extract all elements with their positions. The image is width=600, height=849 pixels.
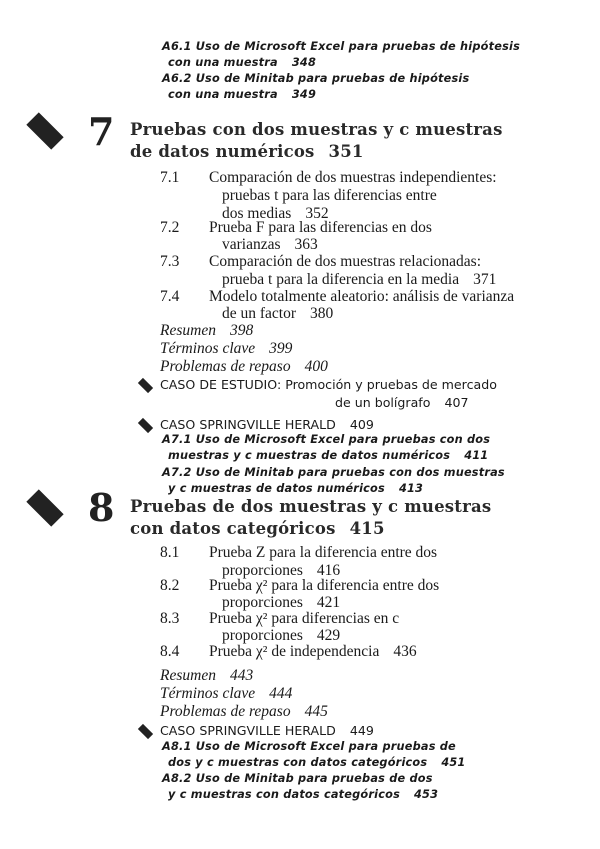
section-title: Prueba χ² para la diferencia entre dos (209, 577, 440, 594)
section-title-cont: proporciones 416 (222, 562, 341, 579)
toc-appendix-a7-1: A7.1 Uso de Microsoft Excel para pruebas con dos (162, 433, 491, 446)
chapter-title: Pruebas de dos muestras y c muestras (130, 497, 492, 516)
toc-appendix-a8-1: A8.1 Uso de Microsoft Excel para pruebas de (162, 740, 456, 753)
page-number: 416 (316, 562, 341, 579)
page-number: 380 (310, 305, 334, 322)
toc-appendix-a8-2-cont: y c muestras con datos categóricos 453 (168, 788, 439, 801)
page-number: 348 (291, 56, 317, 69)
page-number: 407 (444, 395, 469, 410)
section-title-cont: pruebas t para las diferencias entre (222, 187, 437, 204)
section-title-cont: varianzas 363 (222, 236, 318, 253)
toc-extra-problemas: Problemas de repaso 400 (160, 358, 328, 375)
section-title: Prueba Z para la diferencia entre dos (209, 544, 438, 561)
toc-extra-problemas: Problemas de repaso 445 (160, 703, 328, 720)
chapter-title-cont: con datos categóricos 415 (130, 519, 385, 538)
diamond-bullet-icon (138, 724, 153, 739)
page-number: 451 (441, 756, 466, 769)
section-title-cont: proporciones 421 (222, 594, 341, 611)
page-number: 351 (328, 142, 364, 161)
page-number: 421 (316, 594, 341, 611)
section-number: 7.1 (160, 169, 180, 186)
page-number: 444 (269, 685, 293, 702)
springville-case: CASO SPRINGVILLE HERALD 409 (160, 417, 374, 432)
diamond-bullet-icon (138, 418, 153, 433)
section-title: Modelo totalmente aleatorio: análisis de varianza (209, 288, 515, 305)
section-number: 7.4 (160, 288, 180, 305)
toc-appendix-a7-2: A7.2 Uso de Minitab para pruebas con dos muestras (162, 466, 505, 479)
toc-appendix-a7-1-cont: muestras y c muestras de datos numéricos 411 (168, 449, 489, 462)
page-number: 449 (349, 723, 374, 738)
section-title: Comparación de dos muestras relacionadas: (209, 253, 482, 270)
page-number: 443 (229, 667, 254, 684)
page-number: 445 (304, 703, 328, 720)
page-number: 413 (398, 482, 424, 495)
chapter-diamond-icon (26, 489, 63, 526)
section-number: 7.2 (160, 219, 180, 236)
toc-appendix-a6-1-cont: con una muestra 348 (168, 56, 317, 69)
page-number: 411 (464, 449, 489, 462)
section-number: 8.4 (160, 643, 180, 660)
section-number: 8.3 (160, 610, 180, 627)
page-number: 398 (229, 322, 254, 339)
section-number: 7.3 (160, 253, 180, 270)
toc-appendix-a6-2: A6.2 Uso de Minitab para pruebas de hipótesis (162, 72, 470, 85)
page-number: 371 (473, 271, 497, 288)
chapter-number: 8 (88, 485, 115, 530)
springville-case: CASO SPRINGVILLE HERALD 449 (160, 723, 374, 738)
diamond-bullet-icon (138, 378, 153, 393)
page-number: 363 (294, 236, 318, 253)
page-number: 436 (393, 643, 417, 660)
toc-extra-resumen: Resumen 443 (160, 667, 254, 684)
toc-extra-terminos: Términos clave 399 (160, 340, 293, 357)
toc-appendix-a6-2-cont: con una muestra 349 (168, 88, 317, 101)
toc-appendix-a7-2-cont: y c muestras de datos numéricos 413 (168, 482, 424, 495)
page-number: 399 (269, 340, 293, 357)
chapter-title-cont: de datos numéricos 351 (130, 142, 364, 161)
page-number: 409 (349, 417, 374, 432)
toc-appendix-a6-1: A6.1 Uso de Microsoft Excel para pruebas de hipótesis (162, 40, 520, 53)
toc-extra-resumen: Resumen 398 (160, 322, 254, 339)
section-title-cont: de un factor 380 (222, 305, 334, 322)
section-title: Prueba χ² de independencia 436 (209, 643, 417, 660)
page-number: 415 (349, 519, 385, 538)
section-title-cont: dos medias 352 (222, 205, 329, 222)
section-title: Comparación de dos muestras independientes: (209, 169, 497, 186)
page-number: 429 (316, 627, 341, 644)
section-title: Prueba χ² para diferencias en c (209, 610, 400, 627)
section-number: 8.1 (160, 544, 180, 561)
chapter-title: Pruebas con dos muestras y c muestras (130, 120, 503, 139)
case-study: CASO DE ESTUDIO: Promoción y pruebas de mercado (160, 377, 497, 392)
section-title: Prueba F para las diferencias en dos (209, 219, 432, 236)
section-title-cont: prueba t para la diferencia en la media 371 (222, 271, 497, 288)
toc-appendix-a8-1-cont: dos y c muestras con datos categóricos 451 (168, 756, 466, 769)
chapter-diamond-icon (26, 112, 63, 149)
page-number: 453 (414, 788, 439, 801)
page-number: 400 (304, 358, 328, 375)
section-title-cont: proporciones 429 (222, 627, 341, 644)
section-number: 8.2 (160, 577, 180, 594)
toc-appendix-a8-2: A8.2 Uso de Minitab para pruebas de dos (162, 772, 433, 785)
toc-extra-terminos: Términos clave 444 (160, 685, 293, 702)
page-number: 352 (305, 205, 329, 222)
case-study-cont: de un bolígrafo 407 (335, 395, 469, 410)
chapter-number: 7 (88, 109, 115, 154)
page-number: 349 (291, 88, 317, 101)
